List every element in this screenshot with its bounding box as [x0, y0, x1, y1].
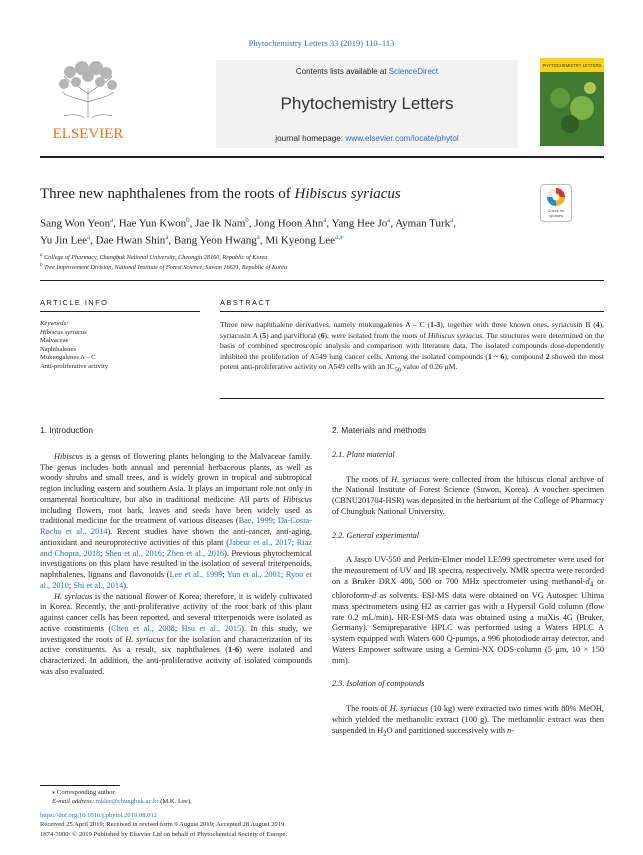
affiliation-a: $^a$ College of Pharmacy, Chungbuk National University, Cheongju 28160, Republic of Korea	[40, 252, 268, 262]
author-name[interactable]: Yang Hee Jo	[331, 217, 388, 230]
author-name[interactable]: Jong Hoon Ahn	[254, 217, 324, 230]
reference-link[interactable]: Yun et al., 2001	[227, 570, 281, 579]
check-for-updates-badge[interactable]	[540, 184, 572, 222]
abstract-divider	[220, 311, 604, 312]
plant-material-paragraph: The roots of H. syriacus were collected from the hibiscus clonal archive of the National Institute of Forest Science (Suwon, Korea). A voucher specimen (CBNU201704-HSR) was deposited in the herbarium of the College of Pharmacy of Chungbuk National University.	[332, 474, 604, 516]
elsevier-logo	[40, 58, 136, 146]
author-name[interactable]: Bang Yeon Hwang	[173, 234, 257, 247]
author-name[interactable]: Mi Kyeong Lee	[265, 234, 335, 247]
homepage-link[interactable]: www.elsevier.com/locate/phytol	[345, 134, 459, 143]
keywords-label: Keywords:	[40, 320, 69, 327]
abstract-end-divider	[220, 398, 604, 399]
title-divider	[40, 280, 604, 281]
author-affiliation-marker[interactable]: a	[110, 216, 114, 224]
author-affiliation-marker[interactable]: a	[387, 216, 391, 224]
footnotes	[40, 788, 580, 839]
email-note: E-mail address: mklee@chungbuk.ac.kr (M.K. Lee).	[52, 798, 192, 806]
article-title: Three new naphthalenes from the roots of Hibiscus syriacus	[40, 186, 401, 202]
corresponding-author-note: ⁎ Corresponding author.	[52, 789, 116, 796]
reference-link[interactable]: Da-Costa-Rocha et al., 2014	[40, 516, 312, 536]
journal-homepage: journal homepage: www.elsevier.com/locate/phytol	[275, 134, 459, 143]
reference-link[interactable]: Ryoo et al., 2010	[40, 570, 312, 590]
isolation-heading: 2.3. Isolation of compounds	[332, 679, 425, 689]
general-experimental-heading: 2.2. General experimental	[332, 530, 420, 540]
author-name[interactable]: Yu Jin Lee	[40, 234, 88, 247]
author-name[interactable]: Hae Yun Kwon	[118, 217, 187, 230]
article-info-heading: ARTICLE INFO	[40, 298, 109, 307]
cover-title: PHYTOCHEMISTRY LETTERS	[542, 63, 602, 68]
reference-link[interactable]: Hsu et al., 2015	[181, 623, 242, 633]
email-link[interactable]: mklee@chungbuk.ac.kr	[95, 798, 159, 806]
isolation-paragraph: The roots of H. syriacus (10 kg) were extracted two times with 80% MeOH, which yielded the methanolic extract (100 g). The methanolic extract was then suspended in $H_2O$ and partitioned successively with n-	[332, 704, 604, 738]
author-affiliation-marker[interactable]: b	[245, 216, 249, 224]
check-for-updates-label: Check for updates	[547, 208, 565, 218]
intro-paragraph-1: Hibiscus is a genus of flowering plants belonging to the Malvaceae family. The genus includes both annual and perennial herbaceous plants, as well as woody shrubs and small trees, and is widely grown in tropical and subtropical region including eastern and southern Asia. It plays an important role not only in ornamental horticulture, but also in traditional medicine. All parts of Hibiscus including flowers, root bark, leaves and seeds have been widely used as traditional medicine for the treatment of various diseases (Bae, 1999; Da-Costa-Rocha et al., 2014). Recent studies have shown the anti-cancer, anti-aging, antioxidant and neuroprotective activities of this plant (Jabeur et al., 2017; Riaz and Chopra, 2018; Shen et al., 2016; Zhen et al., 2016). Previous phytochemical investigations on this plant have resulted in the isolation of several triterpenoids, naphthalenes, lignans and flavonoids (Lee et al., 1999; Yun et al., 2001; Ryoo et al., 2010; Shi et al., 2014).	[40, 451, 313, 590]
journal-title: Phytochemistry Letters	[280, 94, 454, 113]
keyword-item: Malvaceae	[40, 337, 69, 345]
journal-cover[interactable]	[540, 58, 604, 146]
author-affiliation-marker[interactable]: a	[165, 233, 169, 241]
right-column	[332, 425, 604, 740]
author-name[interactable]: Dae Hwan Shin	[95, 234, 166, 247]
abstract-heading: ABSTRACT	[220, 298, 272, 307]
author-affiliation-marker[interactable]: a	[450, 216, 454, 224]
author-affiliation-marker[interactable]: a	[87, 233, 91, 241]
footnote-divider	[40, 785, 120, 786]
author-affiliation-marker[interactable]: a	[323, 216, 327, 224]
received-dates: Received 25 April 2019; Received in revised form 9 August 2019; Accepted 28 August 2019	[40, 821, 285, 829]
reference-link[interactable]: Shen et al., 2016	[105, 548, 162, 558]
keywords-list	[40, 320, 200, 372]
affiliation-b: $^b$ Tree Improvement Division, National Institute of Forest Science, Suwon 16631, Republic of Korea	[40, 262, 288, 272]
author-name[interactable]: Sang Won Yeon	[40, 217, 111, 230]
contents-line: Contents lists available at ScienceDirect	[295, 67, 439, 76]
header-divider	[40, 156, 604, 158]
plant-material-heading: 2.1. Plant material	[332, 449, 395, 459]
article-info-divider	[40, 311, 200, 312]
copyright-line: 1874-3900/ © 2019 Published by Elsevier Ltd on behalf of Phytochemical Society of Europe.	[40, 830, 288, 838]
methods-heading: 2. Materials and methods	[332, 425, 427, 435]
journal-reference[interactable]: Phytochemistry Letters 33 (2019) 110–113	[248, 38, 395, 48]
keyword-item: Hibiscus syriacus	[40, 328, 87, 336]
author-affiliation-marker[interactable]: a	[256, 233, 260, 241]
reference-link[interactable]: Chen et al., 2008	[111, 623, 175, 633]
author-affiliation-marker[interactable]: a,⁎	[335, 233, 344, 241]
reference-link[interactable]: Zhen et al., 2016	[166, 548, 225, 558]
authors-line-2: Yu Jin Lee$^a$, Dae Hwan Shin$^a$, Bang Yeon Hwang$^a$, Mi Kyeong Lee$^{a,⁎}$	[40, 233, 344, 247]
left-column	[40, 425, 312, 678]
authors-line-1: Sang Won Yeon$^a$, Hae Yun Kwon$^b$, Jae Ik Nam$^b$, Jong Hoon Ahn$^a$, Yang Hee Jo$^a$, Ayman Turk$^a$,	[40, 216, 457, 230]
keyword-item: Anti-proliferative activity	[40, 362, 108, 370]
reference-link[interactable]: Riaz and Chopra, 2018	[40, 537, 312, 558]
keyword-item: Naphthalenes	[40, 345, 76, 353]
sciencedirect-link[interactable]: ScienceDirect	[388, 67, 439, 76]
keyword-item: Mukungalenes A – C	[40, 354, 96, 362]
abstract-body: Three new naphthalene derivatives, namely mukungalenes A – C (1-3), together with three known ones, syriacusin B (4), syriacusin A (5) and parvifloral (6), were isolated from the roots of Hibiscus syriacus. The structures were determined on the basis of combined spectroscopic analysis and comparison with literature data. The isolated compounds dose-dependently inhibited the proliferation of A549 lung cancer cells. Among the isolated compounds (1 ~ 6), compound 2 showed the most potent anti-proliferative activity on A549 cells with an $IC_{50}$ value of 0.26 μM.	[220, 320, 605, 374]
author-name[interactable]: Jae Ik Nam	[195, 217, 246, 230]
general-experimental-paragraph: A Jasco UV-550 and Perkin-Elmer model LE599 spectrometer were used for the measurement of UV and IR spectra, respectively. NMR spectra were recorded on a Bruker DRX 400, 500 or 700 MHz spectrometer using methanol-$d_4$ or chloroform-d as solvents. ESI-MS data were obtained on VG Autospec Ultima mass spectrometers using H2 as carrier gas with a Hypersil Gold column (flow rate 0.2 mL/min). HR-ESI-MS data was obtained using a maXis 4G (Bruker, Germany). Semipreparative HPLC was performed using a Waters HPLC A system equipped with Waters 600 Q-pumps, a 996 photodiode array detector, and Waters Empower software using a Gemini-NX ODS-column (5 μm, 10 × 150 mm).	[332, 555, 604, 665]
elsevier-wordmark: ELSEVIER	[52, 126, 124, 142]
reference-link[interactable]: Shi et al., 2014	[73, 580, 124, 590]
reference-link[interactable]: Bae, 1999	[238, 516, 273, 526]
reference-link[interactable]: Lee et al., 1999	[169, 570, 223, 579]
author-affiliation-marker[interactable]: b	[186, 216, 190, 224]
intro-paragraph-2: H. syriacus is the national flower of Korea; therefore, it is widely cultivated in Korea. Recently, the anti-proliferative activity of the root bark of this plant against cancer cells has been reported, and several triterpenoids were isolated as active constituents (Chen et al., 2008; Hsu et al., 2015). In this study, we investigated the roots of H. syriacus for the isolation and characterization of its active constituents. As a result, six naphthalenes (1-6) were isolated and characterized. In addition, the anti-proliferative activity of isolated compounds was also evaluated.	[40, 591, 313, 676]
author-name[interactable]: Ayman Turk	[395, 217, 451, 230]
reference-link[interactable]: Jabeur et al., 2017	[228, 537, 292, 547]
introduction-heading: 1. Introduction	[40, 425, 94, 435]
doi-link[interactable]: https://doi.org/10.1016/j.phytol.2019.08.012	[40, 811, 158, 819]
